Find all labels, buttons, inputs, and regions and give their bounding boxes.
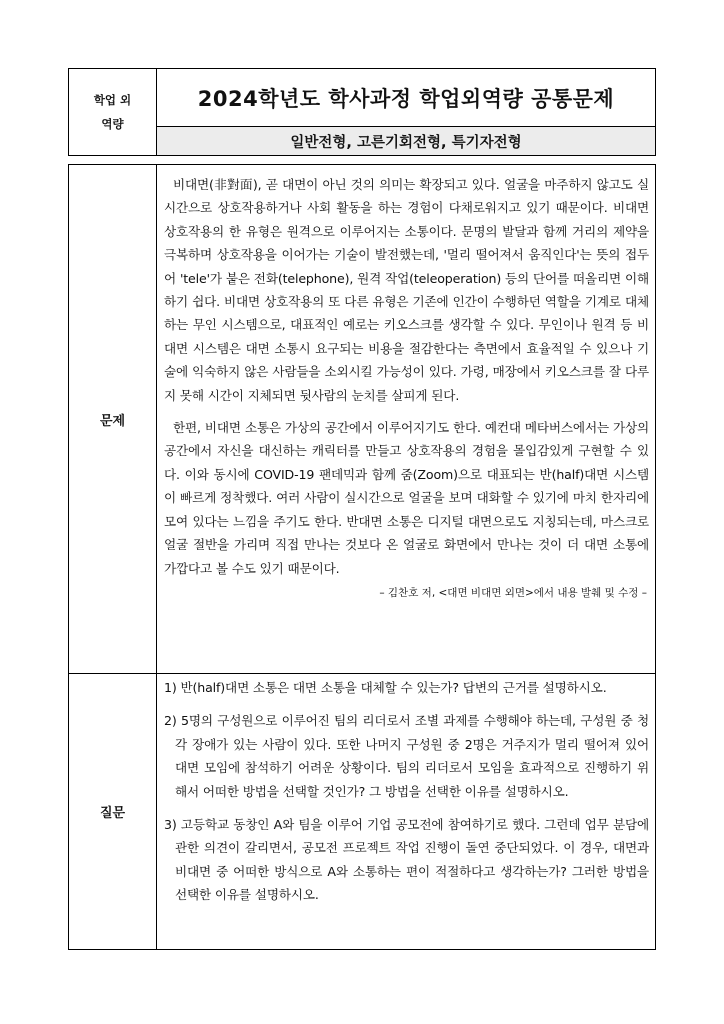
question-item-2: 2) 5명의 구성원으로 이루어진 팀의 리더로서 조별 과제를 수행해야 하는데, 구성원 중 청각 장애가 있는 사람이 있다. 또한 나머지 구성원 중 2명은 거주지가 멀리 떨어져 있어 대면 모임에 참석하기 어려운 상황이다. 팀의 리더로서 모임을 효과적으로 진행하기 위해서 어떠한 방법을 선택할 것인가? 그 방법을 선택한 이유를 설명하시오. xyxy=(164,713,649,799)
header-table xyxy=(68,68,656,156)
passage-paragraph-2: 한편, 비대면 소통은 가상의 공간에서 이루어지기도 한다. 예컨대 메타버스에서는 가상의 공간에서 자신을 대신하는 캐릭터를 만들고 상호작용의 경험을 몰입감있게 구현할 수 있다. 이와 동시에 COVID-19 팬데믹과 함께 줌(Zoom)으로 대표되는 반(half)대면 시스템이 빠르게 정착했다. 여러 사람이 실시간으로 얼굴을 보며 대화할 수 있기에 마치 한자리에 모여 있다는 느낌을 주기도 한다. 반대면 소통은 디지털 대면으로도 지칭되는데, 마스크로 얼굴 절반을 가리며 직접 만나는 것보다 온 얼굴로 화면에서 만나는 것이 더 대면 소통에 가깝다고 볼 수도 있기 때문이다. xyxy=(164,420,649,576)
admission-types: 일반전형, 고른기회전형, 특기자전형 xyxy=(157,127,655,155)
category-label-line1: 학업 외 xyxy=(93,93,132,107)
problem-passage xyxy=(157,165,655,673)
category-cell xyxy=(69,69,157,155)
question-list xyxy=(157,674,655,949)
problem-row xyxy=(69,165,655,674)
header-title-cell xyxy=(157,69,655,155)
problem-label: 문제 xyxy=(69,165,157,673)
question-item-1: 1) 반(half)대면 소통은 대면 소통을 대체할 수 있는가? 답변의 근거를 설명하시오. xyxy=(164,680,607,695)
main-table xyxy=(68,164,656,950)
question-label: 질문 xyxy=(69,674,157,949)
document-title: 2024학년도 학사과정 학업외역량 공통문제 xyxy=(157,69,655,127)
question-row xyxy=(69,674,655,949)
category-label-line2: 역량 xyxy=(101,117,124,131)
passage-source: – 김찬호 저, <대면 비대면 외면>에서 내용 발췌 및 수정 – xyxy=(379,586,647,599)
question-item-3: 3) 고등학교 동창인 A와 팀을 이루어 기업 공모전에 참여하기로 했다. 그런데 업무 분담에 관한 의견이 갈리면서, 공모전 프로젝트 작업 진행이 돌연 중단되었다. 이 경우, 대면과 비대면 중 어떠한 방식으로 A와 소통하는 편이 적절하다고 생각하는가? 그러한 방법을 선택한 이유를 설명하시오. xyxy=(164,817,649,903)
passage-paragraph-1: 비대면(非對面), 곧 대면이 아닌 것의 의미는 확장되고 있다. 얼굴을 마주하지 않고도 실시간으로 상호작용하거나 사회 활동을 하는 경험이 다채로워지고 있기 때문이다. 비대면 상호작용의 한 유형은 원격으로 이루어지는 소통이다. 문명의 발달과 함께 거리의 제약을 극복하며 상호작용을 이어가는 기술이 발전했는데, '멀리 떨어져서 움직인다'는 뜻의 접두어 'tele'가 붙은 전화(telephone), 원격 작업(teleoperation) 등의 단어를 떠올리면 이해하기 쉽다. 비대면 상호작용의 또 다른 유형은 기존에 인간이 수행하던 역할을 기계로 대체하는 무인 시스템으로, 대표적인 예로는 키오스크를 생각할 수 있다. 무인이나 원격 등 비대면 시스템은 대면 소통시 요구되는 비용을 절감한다는 측면에서 효율적일 수 있으나 기술에 익숙하지 않은 사람들을 소외시킬 가능성이 있다. 가령, 매장에서 키오스크를 잘 다루지 못해 시간이 지체되면 뒷사람의 눈치를 살피게 된다. xyxy=(164,177,649,403)
